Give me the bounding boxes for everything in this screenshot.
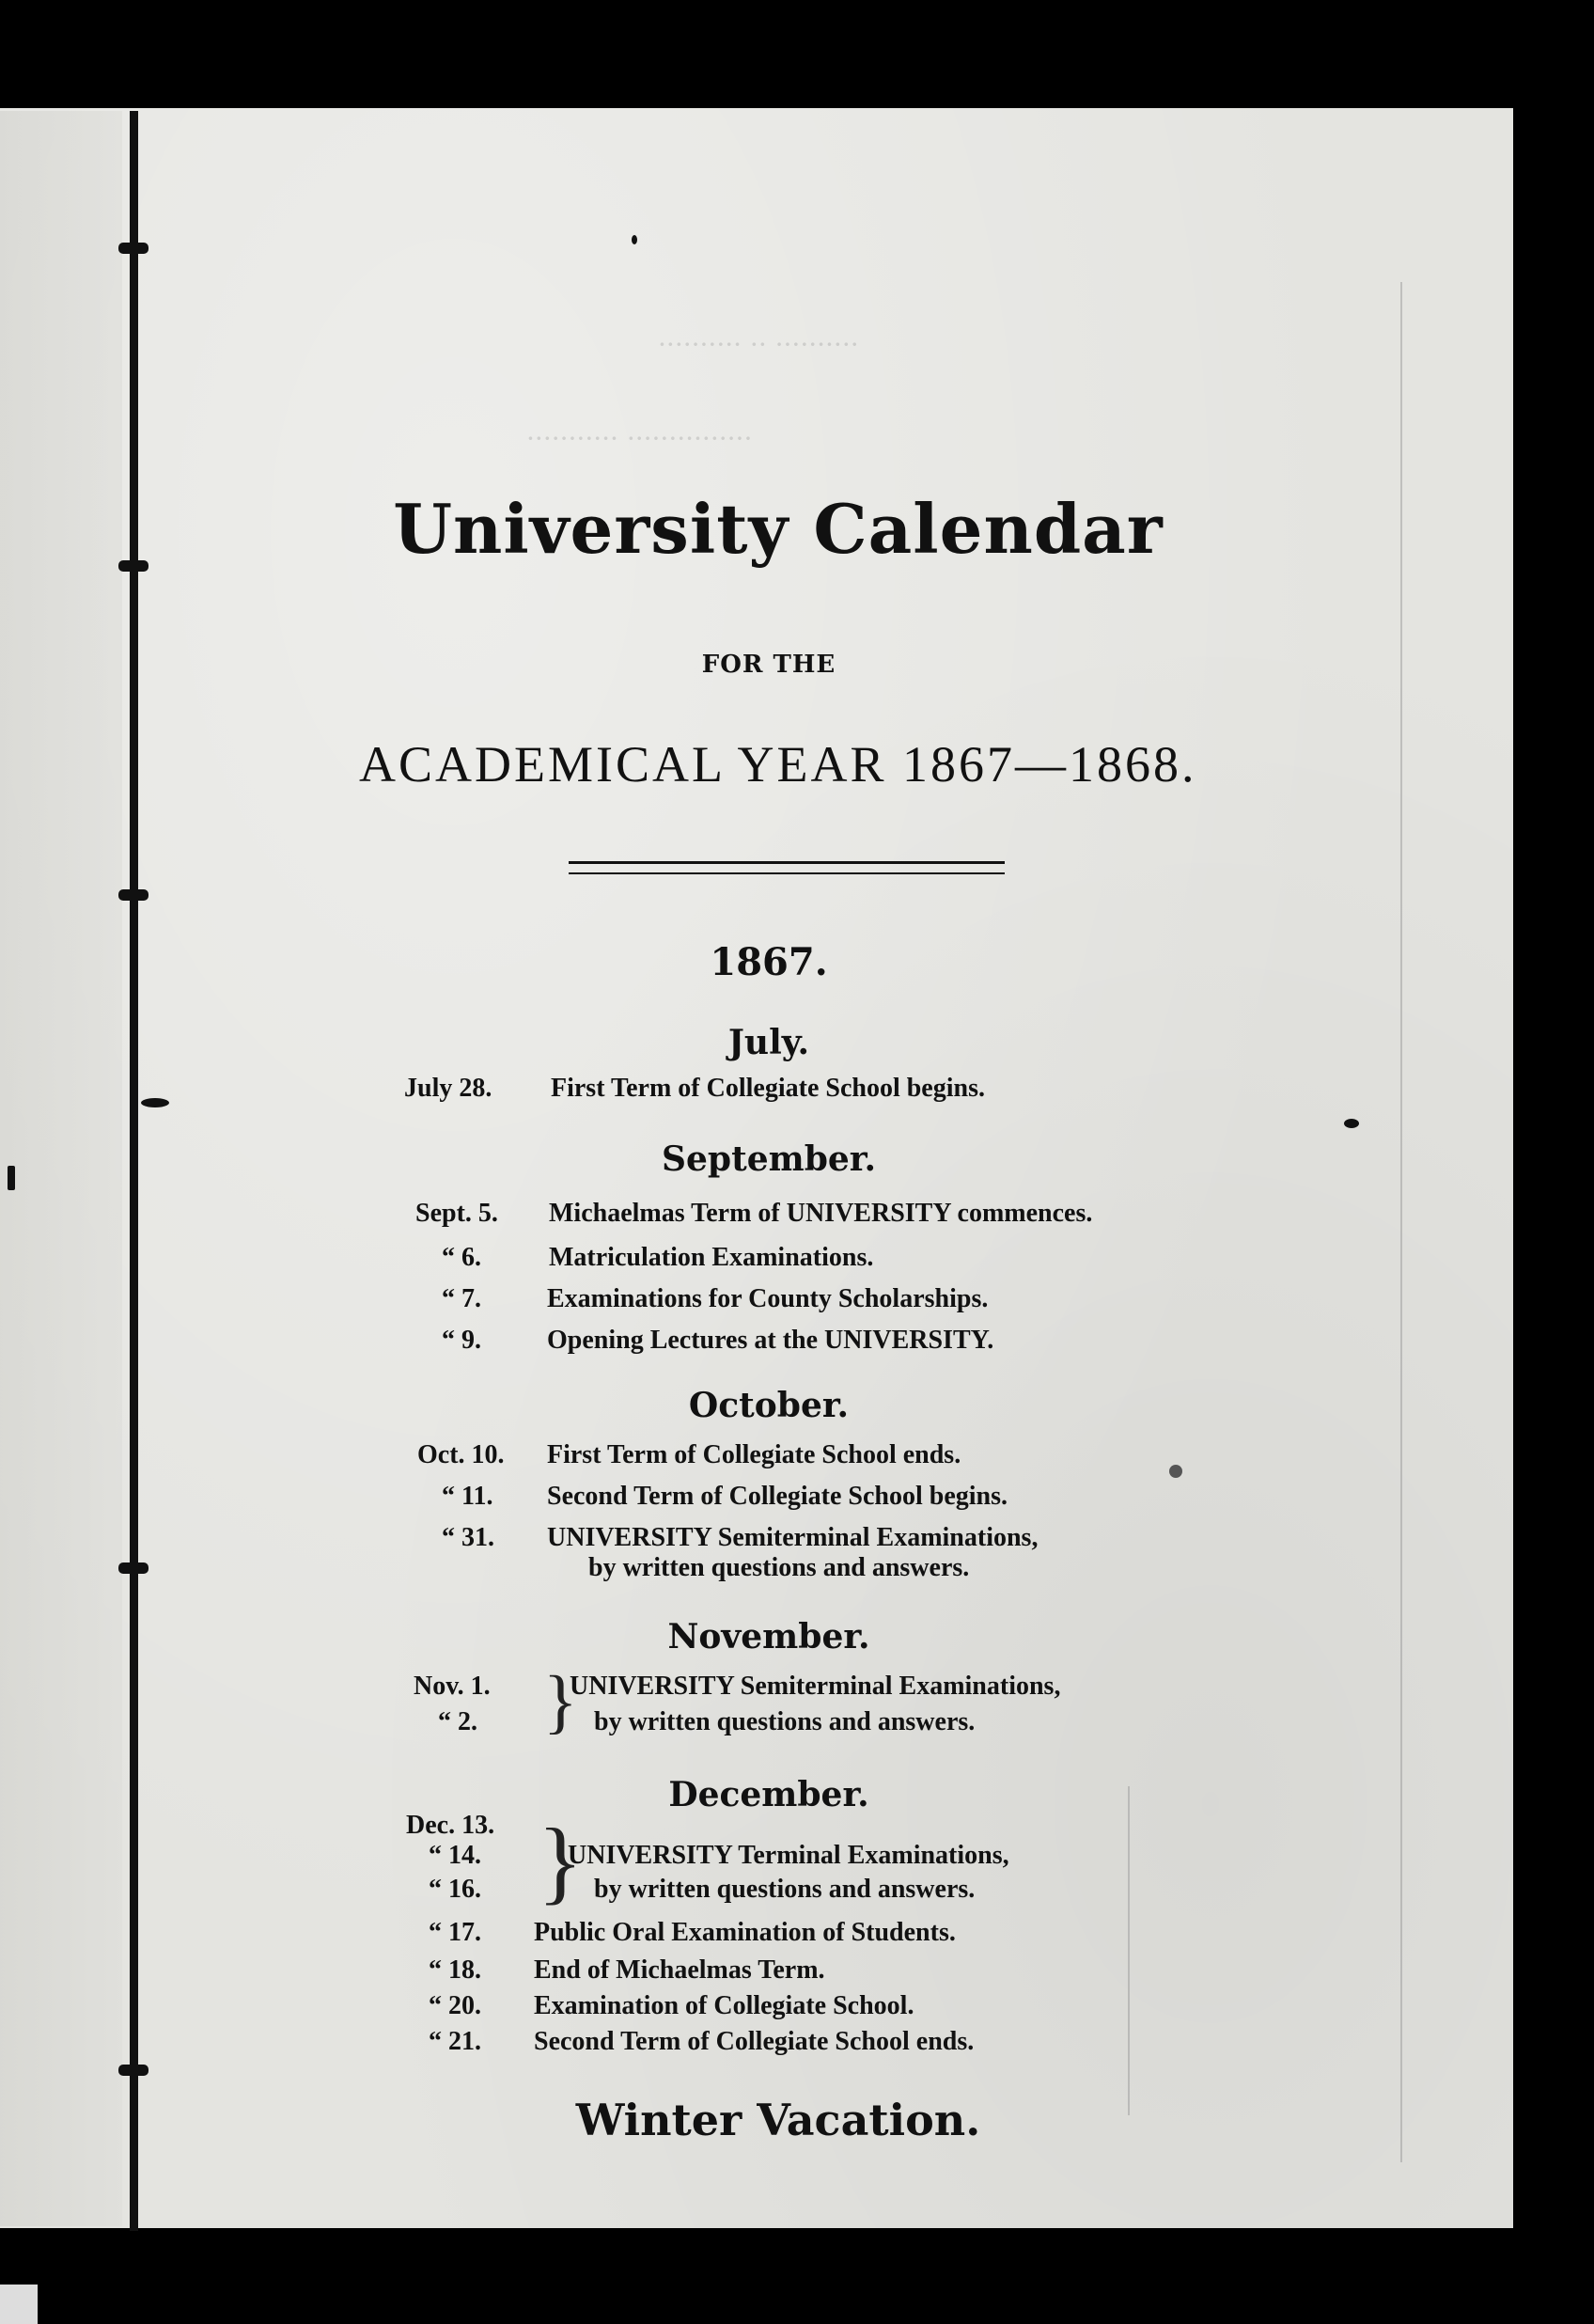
entry-date: “ 2. — [438, 1707, 477, 1736]
entry-text: Opening Lectures at the UNIVERSITY. — [547, 1326, 994, 1355]
double-rule-top — [569, 861, 1005, 864]
academical-year-heading: ACADEMICAL YEAR 1867—1868. — [359, 736, 1197, 793]
entry-date: “ 7. — [442, 1284, 481, 1313]
year-heading: 1867. — [710, 940, 828, 984]
binding-stitch — [118, 243, 148, 254]
entry-text: Examinations for County Scholarships. — [547, 1284, 989, 1313]
entry-date: “ 20. — [429, 1991, 481, 2020]
brace-nov: } — [543, 1662, 578, 1741]
entry-text: UNIVERSITY Terminal Examinations, — [568, 1841, 1009, 1870]
ink-speck — [1169, 1465, 1182, 1478]
entry-text: Examination of Collegiate School. — [534, 1991, 914, 2020]
month-september: September. — [662, 1139, 876, 1179]
entry-text: Michaelmas Term of UNIVERSITY commences. — [549, 1199, 1093, 1228]
calendar-title: University Calendar — [393, 489, 1164, 569]
bleed-through-rule — [1128, 1786, 1130, 2115]
entry-date: “ 21. — [429, 2027, 481, 2056]
entry-date: “ 11. — [442, 1482, 493, 1511]
entry-date: Dec. 13. — [406, 1811, 495, 1840]
month-july: July. — [727, 1023, 810, 1062]
entry-date: Sept. 5. — [415, 1199, 498, 1228]
month-december: December. — [668, 1775, 869, 1814]
binding-stitch — [118, 2065, 148, 2076]
bleed-through-text: ··············· ··········· — [526, 423, 753, 454]
month-october: October. — [688, 1386, 850, 1425]
brace-dec: } — [538, 1809, 583, 1913]
entry-text: by written questions and answers. — [588, 1553, 970, 1582]
entry-text: Second Term of Collegiate School ends. — [534, 2027, 975, 2056]
for-the-label: FOR THE — [701, 651, 836, 679]
winter-vacation-heading: Winter Vacation. — [575, 2095, 981, 2145]
corner-mark — [0, 2285, 38, 2324]
entry-text: by written questions and answers. — [594, 1707, 976, 1736]
binding-stitch — [118, 1562, 148, 1574]
entry-date: “ 17. — [429, 1918, 481, 1947]
binding-stitch — [118, 889, 148, 901]
bleed-through-text: ·········· ·· ·········· — [658, 329, 859, 360]
entry-date: “ 14. — [429, 1841, 481, 1870]
entry-dec-13 — [406, 1811, 494, 1841]
entry-text: Public Oral Examination of Students. — [534, 1918, 956, 1947]
entry-date: Oct. 10. — [417, 1440, 505, 1469]
entry-date: “ 16. — [429, 1875, 481, 1904]
entry-text: UNIVERSITY Semiterminal Examinations, — [547, 1523, 1039, 1552]
entry-text: Second Term of Collegiate School begins. — [547, 1482, 1008, 1511]
ink-speck — [8, 1166, 15, 1190]
double-rule-bottom — [569, 872, 1005, 874]
ink-speck — [141, 1098, 169, 1107]
entry-date: “ 31. — [442, 1523, 494, 1552]
ink-speck — [1344, 1119, 1359, 1128]
entry-text: UNIVERSITY Semiterminal Examinations, — [570, 1672, 1061, 1701]
entry-date: “ 6. — [442, 1243, 481, 1272]
entry-text: Matriculation Examinations. — [549, 1243, 874, 1272]
entry-text: by written questions and answers. — [594, 1875, 976, 1904]
entry-date: “ 9. — [442, 1326, 481, 1355]
entry-date: July 28. — [404, 1074, 492, 1103]
ink-speck — [632, 235, 637, 244]
entry-date: Nov. 1. — [414, 1672, 491, 1701]
entry-oct-31-continued — [588, 1553, 969, 1583]
entry-date: “ 18. — [429, 1955, 481, 1985]
entry-text: First Term of Collegiate School begins. — [551, 1074, 985, 1103]
entry-text: First Term of Collegiate School ends. — [547, 1440, 961, 1469]
entry-text: End of Michaelmas Term. — [534, 1955, 825, 1985]
month-november: November. — [667, 1617, 870, 1657]
